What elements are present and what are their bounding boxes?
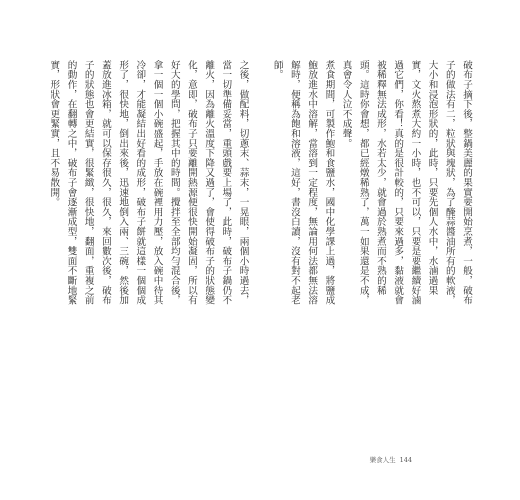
book-title: 樂食人生 <box>369 456 396 464</box>
paragraph-2: 煮食期間，可製作鮑和食鹽水，國中化學課上過，將鹽成鮑放進水中溶解，當溶到一定程度，無論用何法都無法溶解時，便稱為飽和溶液，這好，書沒白讀，沒有對不起老師。 <box>271 60 335 305</box>
page-number: 144 <box>399 456 412 464</box>
body-text <box>28 60 475 305</box>
paragraph-1: 破布子摘下後，整鍋美麗的果實要開始烹煮，一般，破布子的做法有二，粒狀與塊狀，為了醃蒜醬油所有的軟液，大小和浸泡形狀的，此時，只要先個人水中，水滷過果實，文火熬煮大約一小時，也不可以，只要是要繼續好滷過它們，你看！真的是很計較的，只要來過多，黏液就會被稀釋無法成形，水若太少，就會過於熟煮而不熟的稀頭。這時你會想，都已經燉稀熟了，萬一如果還是不成，真會令人泣不成聲。 <box>340 60 472 305</box>
page-footer <box>370 455 412 464</box>
paragraph-3: 之後，做配料，切蔥末、蒜末，一晃眼，兩個小時過去，當一切準備妥當，重頭戲要上場了，此時，破布子鍋仍不離火，因為離火溫度下降又過了，會使得破布子的狀態變化，意即，破布子只要離開熱源便很快開始凝固，所以有好大的學問，把握其中的時間。攪拌至全部均勻混合後，拿一個一個小碗盛起，手放在碗裡用力壓，放入碗中待其冷卻，才能凝結出好看的成形，破布子餅就這樣一個個成形了，很快地，倒出來後，迅速地倒入兩、三碗，然後加蓋放進冰箱，就可以保存很久，很久，來回數次後，破布子的狀態也會更結實，很緊緻，很快地，翻面，重複之前的動作，在翻轉之中，破布子會逐漸成型，雙面不斷地緊實，形狀會更緊實，且不易散開。 <box>48 60 249 305</box>
